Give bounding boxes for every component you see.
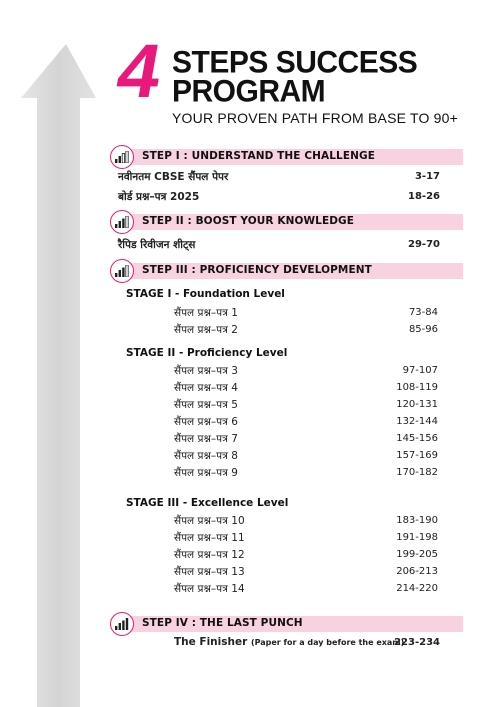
toc-entry-pages: 85-96 [408, 324, 438, 335]
stage-heading: STAGE I - Foundation Level [126, 288, 285, 300]
toc-entry-title: सैंपल प्रश्न–पत्र 5 [174, 399, 238, 411]
toc-entry-title: बोर्ड प्रश्न–पत्र 2025 [118, 191, 200, 203]
title-line-1: STEPS SUCCESS [172, 45, 418, 80]
stage-heading: STAGE III - Excellence Level [126, 497, 289, 509]
toc-entry-pages: 18-26 [408, 191, 440, 202]
toc-entry-pages: 29-70 [408, 239, 440, 250]
signal-bars-icon [110, 145, 134, 169]
toc-entry-title: सैंपल प्रश्न–पत्र 9 [174, 467, 238, 479]
step-label: STEP III : PROFICIENCY DEVELOPMENT [142, 264, 372, 276]
step-label: STEP IV : THE LAST PUNCH [142, 617, 303, 629]
up-arrow-icon [0, 0, 100, 707]
step-bar-3 [118, 263, 463, 279]
toc-entry-title: सैंपल प्रश्न–पत्र 10 [174, 515, 245, 527]
toc-entry-pages: 191-198 [396, 532, 438, 543]
stage-heading: STAGE II - Proficiency Level [126, 347, 288, 359]
toc-entry-title: सैंपल प्रश्न–पत्र 7 [174, 433, 238, 445]
toc-entry-title: सैंपल प्रश्न–पत्र 11 [174, 532, 245, 544]
toc-entry-title: सैंपल प्रश्न–पत्र 6 [174, 416, 238, 428]
signal-bars-icon [110, 210, 134, 234]
toc-entry-pages: 108-119 [396, 382, 438, 393]
subtitle: YOUR PROVEN PATH FROM BASE TO 90+ [172, 110, 459, 126]
toc-entry-pages: 73-84 [408, 307, 438, 318]
finisher-title: The Finisher [174, 636, 248, 648]
toc-entry-title: सैंपल प्रश्न–पत्र 8 [174, 450, 238, 462]
toc-entry-pages: 223-234 [394, 637, 440, 648]
step-label: STEP II : BOOST YOUR KNOWLEDGE [142, 215, 355, 227]
toc-entry-pages: 214-220 [396, 583, 438, 594]
step-bar-1 [118, 149, 463, 165]
toc-entry-pages: 183-190 [396, 515, 438, 526]
toc-entry-pages: 145-156 [396, 433, 438, 444]
toc-entry-pages: 132-144 [396, 416, 438, 427]
toc-entry-title: सैंपल प्रश्न–पत्र 1 [174, 307, 238, 319]
title-line-2: PROGRAM [172, 74, 326, 109]
step-label: STEP I : UNDERSTAND THE CHALLENGE [142, 150, 375, 162]
toc-entry-title: सैंपल प्रश्न–पत्र 12 [174, 549, 245, 561]
toc-entry-pages: 120-131 [396, 399, 438, 410]
finisher-note: (Paper for a day before the exam) [250, 638, 405, 647]
step-bar-4 [118, 616, 463, 632]
toc-entry-pages: 206-213 [396, 566, 438, 577]
toc-entry-title: नवीनतम CBSE सैंपल पेपर [118, 171, 229, 183]
step-bar-2 [118, 214, 463, 230]
toc-entry-title: सैंपल प्रश्न–पत्र 4 [174, 382, 238, 394]
toc-entry-title: सैंपल प्रश्न–पत्र 3 [174, 365, 238, 377]
toc-entry-pages: 170-182 [396, 467, 438, 478]
toc-entry-pages: 3-17 [414, 171, 440, 182]
toc-entry-title: रैपिड रिवीजन शीट्स [118, 239, 196, 251]
signal-bars-icon [110, 259, 134, 283]
toc-entry-title: सैंपल प्रश्न–पत्र 14 [174, 583, 245, 595]
toc-entry-pages: 157-169 [396, 450, 438, 461]
toc-entry-pages: 199-205 [396, 549, 438, 560]
toc-entry-pages: 97-107 [402, 365, 438, 376]
signal-bars-icon [110, 612, 134, 636]
toc-entry-title: सैंपल प्रश्न–पत्र 13 [174, 566, 245, 578]
toc-entry-title: सैंपल प्रश्न–पत्र 2 [174, 324, 238, 336]
big-step-number: 4 [110, 29, 166, 114]
